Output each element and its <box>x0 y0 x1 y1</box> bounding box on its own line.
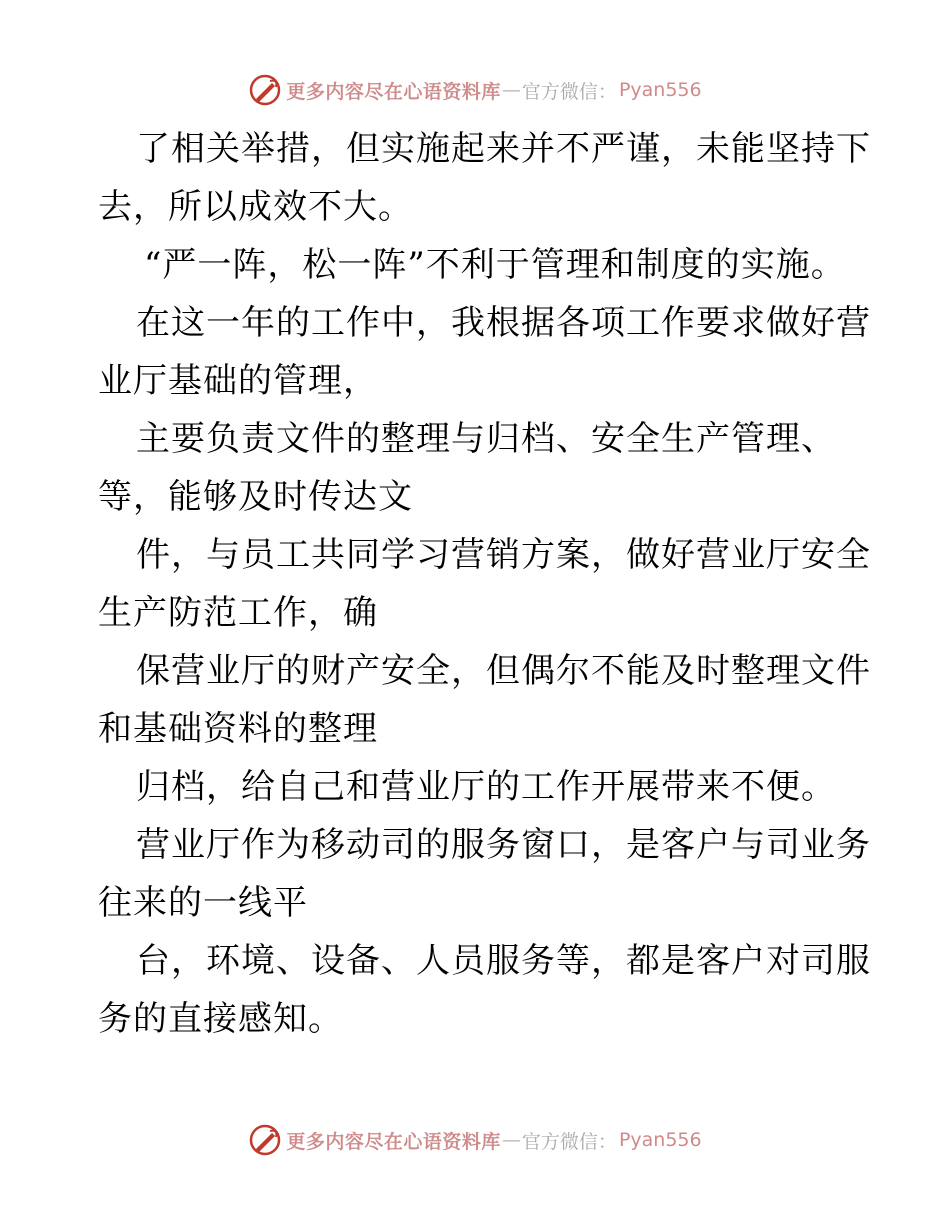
banner-main-text: 更多内容尽在心语资料库 <box>286 80 501 103</box>
quill-circle-logo-icon <box>248 73 282 107</box>
header-banner <box>0 70 950 110</box>
banner-wechat-id: Pyan556 <box>618 79 702 101</box>
body-line: 往来的一线平 <box>98 883 308 923</box>
body-line: 台，环境、设备、人员服务等，都是客户对司服 <box>136 941 871 981</box>
banner-main-text: 更多内容尽在心语资料库 <box>286 1130 501 1153</box>
body-line: 了相关举措，但实施起来并不严谨，未能坚持下 <box>136 129 871 169</box>
body-line: 营业厅作为移动司的服务窗口，是客户与司业务 <box>136 825 871 865</box>
body-line: 等，能够及时传达文 <box>98 477 413 517</box>
body-line: 去，所以成效不大。 <box>98 187 413 227</box>
body-line: 在这一年的工作中，我根据各项工作要求做好营 <box>136 303 871 343</box>
banner-sub-text: 官方微信： <box>521 80 617 103</box>
body-line: 主要负责文件的整理与归档、安全生产管理、 <box>136 419 836 459</box>
banner-dash: — <box>501 79 521 101</box>
body-line: 保营业厅的财产安全，但偶尔不能及时整理文件 <box>136 651 871 691</box>
body-line: 业厅基础的管理， <box>98 361 378 401</box>
quill-circle-logo-icon <box>248 1123 282 1157</box>
body-line: 件，与员工共同学习营销方案，做好营业厅安全 <box>136 535 871 575</box>
banner-sub-text: 官方微信： <box>521 1130 617 1153</box>
body-line: 务的直接感知。 <box>98 999 343 1039</box>
body-line: 和基础资料的整理 <box>98 709 378 749</box>
body-line: “严一阵，松一阵”不利于管理和制度的实施。 <box>144 245 846 285</box>
banner-dash: — <box>501 1129 521 1151</box>
document-body <box>98 120 871 1048</box>
banner-wechat-id: Pyan556 <box>618 1129 702 1151</box>
body-line: 生产防范工作，确 <box>98 593 378 633</box>
body-line: 归档，给自己和营业厅的工作开展带来不便。 <box>136 767 836 807</box>
footer-banner <box>0 1120 950 1160</box>
